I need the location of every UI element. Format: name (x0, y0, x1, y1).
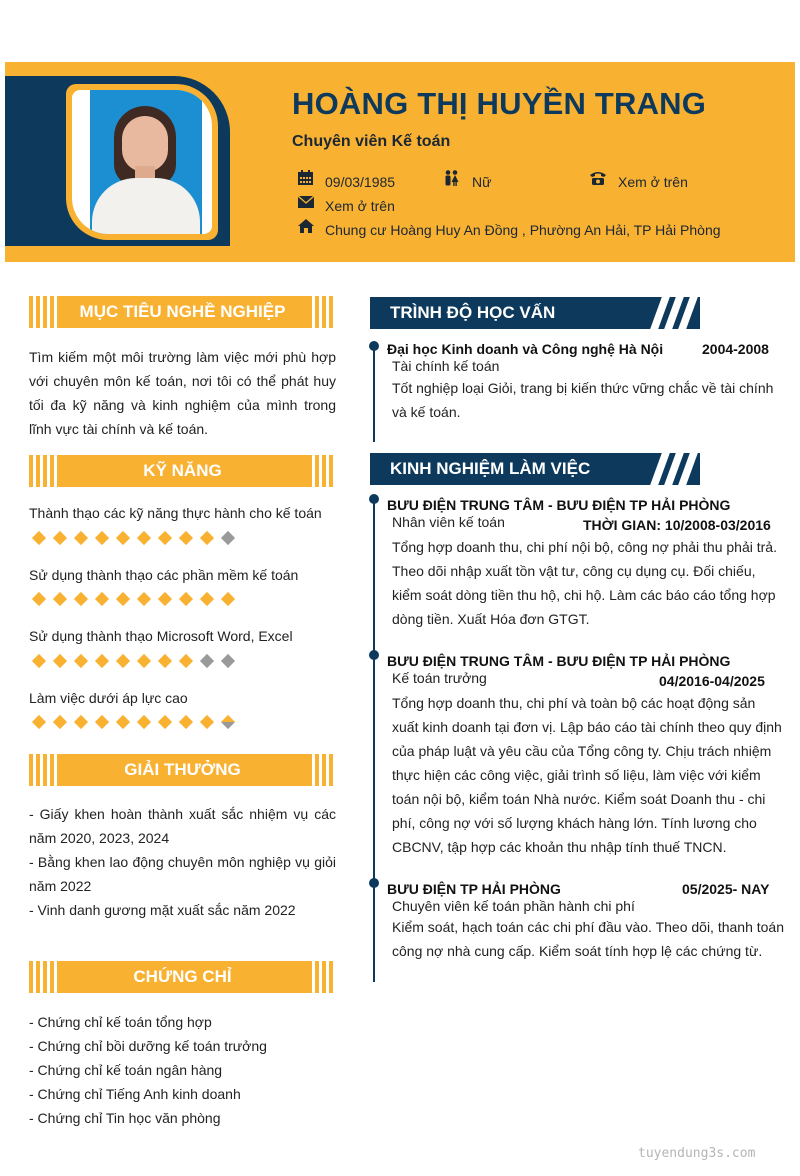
rating-diamond-icon (158, 531, 172, 545)
job-period: THỜI GIAN: 10/2008-03/2016 (583, 517, 771, 533)
rating-diamond-icon (179, 654, 193, 668)
rating-diamond-icon (32, 592, 46, 606)
education-major: Tài chính kế toán (392, 358, 500, 374)
job-position: Kế toán trưởng (392, 670, 487, 686)
rating-diamond-icon (200, 592, 214, 606)
timeline-dot (369, 494, 379, 504)
rating-diamond-icon (116, 715, 130, 729)
job-period: 05/2025- NAY (682, 881, 770, 897)
timeline-dot (369, 341, 379, 351)
job-position: Nhân viên kế toán (392, 514, 505, 530)
job-description: Kiểm soát, hạch toán các chi phí đầu vào. Theo dõi, thanh toán công nợ nhà cung cấp. Kiểm soát tính hợp lệ các chứng từ. (392, 919, 785, 959)
rating-diamond-icon (221, 592, 235, 606)
experience-timeline-line (373, 500, 375, 982)
profile-photo (72, 90, 212, 234)
list-item: - Chứng chỉ Tin học văn phòng (29, 1110, 221, 1126)
rating-diamond-icon (179, 592, 193, 606)
header-stripes-right (308, 961, 336, 993)
timeline-dot (369, 878, 379, 888)
header-stripes-left (29, 754, 57, 786)
birthdate-text: 09/03/1985 (325, 174, 396, 190)
rating-diamond-icon (200, 654, 214, 668)
watermark: tuyendung3s.com (638, 1146, 756, 1161)
rating-diamond-icon (95, 592, 109, 606)
experience-title: KINH NGHIỆM LÀM VIỆC (390, 459, 591, 478)
gender-text: Nữ (472, 174, 492, 190)
rating-diamond-icon (179, 715, 193, 729)
candidate-name: HOÀNG THỊ HUYỀN TRANG (292, 86, 707, 121)
skill-label: Làm việc dưới áp lực cao (29, 690, 188, 706)
rating-diamond-icon (221, 654, 235, 668)
awards-text: - Giấy khen hoàn thành xuất sắc nhiệm vụ các năm 2020, 2023, 2024 - Bằng khen lao động chuyên môn nghiệp vụ giỏi năm 2022 - Vinh danh gương mặt xuất sắc năm 2022 (29, 806, 336, 918)
calendar-icon (297, 170, 315, 186)
rating-diamond-icon (95, 531, 109, 545)
rating-diamond-icon (158, 592, 172, 606)
header-stripes-right (308, 296, 336, 328)
header-stripes-left (29, 961, 57, 993)
job-company: BƯU ĐIỆN TP HẢI PHÒNG (387, 881, 561, 897)
list-item: - Chứng chỉ kế toán ngân hàng (29, 1062, 223, 1078)
timeline-dot (369, 650, 379, 660)
address-text: Chung cư Hoàng Huy An Đồng , Phường An Hải, TP Hải Phòng (325, 222, 721, 238)
awards-section-header (29, 754, 336, 786)
email-text: Xem ở trên (325, 198, 395, 214)
skills-section-header (29, 455, 336, 487)
certificates-title: CHỨNG CHỈ (133, 967, 232, 986)
education-school: Đại học Kinh doanh và Công nghệ Hà Nội (387, 341, 664, 357)
header-stripes-left (29, 455, 57, 487)
job-company: BƯU ĐIỆN TRUNG TÂM - BƯU ĐIỆN TP HẢI PHÒNG (387, 497, 731, 513)
phone-text: Xem ở trên (618, 174, 688, 190)
experience-section-header (370, 453, 700, 485)
job-description: Tổng hợp doanh thu, chi phí nội bộ, công nợ phải thu phải trả. Theo dõi nhập xuất tồn vật tư, công cụ dụng cụ. Đối chiếu, kiểm soát dòng tiền thu hộ, chi hộ. Làm các báo cáo tổng hợp dòng tiền. Xuất Hóa đơn GTGT. (392, 539, 777, 627)
rating-diamond-icon (200, 531, 214, 545)
rating-diamond-icon (221, 531, 235, 545)
header-stripes-right (308, 455, 336, 487)
list-item: - Chứng chỉ kế toán tổng hợp (29, 1014, 212, 1030)
rating-diamond-icon (116, 531, 130, 545)
candidate-job-title: Chuyên viên Kế toán (292, 133, 451, 150)
job-description: Tổng hợp doanh thu, chi phí và toàn bộ các hoạt động sản xuất kinh doanh tại đơn vị. Lập báo cáo tài chính theo quy định của pháp luật và yêu cầu của Tổng công ty. Chịu trách nhiệm thực hiện các công việc, giải trình số liệu, làm việc với kiểm toán nội bộ, kiểm toán Nhà nước. Kiểm soát Doanh thu - chi phí, công nợ với số lượng khách hàng lớn. Tính lương cho CBCNV, tập hợp các khoản thu nhập tính thuế TNCN. (392, 695, 782, 855)
rating-diamond-icon (158, 654, 172, 668)
education-description: Tốt nghiệp loại Giỏi, trang bị kiến thức vững chắc về tài chính và kế toán. (392, 380, 774, 420)
rating-diamond-icon (221, 715, 235, 729)
header-stripes-left (29, 296, 57, 328)
envelope-icon (297, 194, 315, 210)
rating-diamond-icon (137, 592, 151, 606)
rating-diamond-icon (32, 654, 46, 668)
list-item: - Chứng chỉ bồi dưỡng kế toán trưởng (29, 1038, 267, 1054)
people-icon (443, 170, 461, 186)
rating-diamond-icon (53, 531, 67, 545)
objective-title: MỤC TIÊU NGHỀ NGHIỆP (79, 302, 286, 321)
objective-section-header (29, 296, 336, 328)
certificates-list (29, 1010, 336, 1130)
phone-icon (589, 170, 607, 186)
education-title: TRÌNH ĐỘ HỌC VẤN (390, 303, 556, 322)
rating-diamond-icon (53, 715, 67, 729)
objective-text: Tìm kiếm một môi trường làm việc mới phù hợp với chuyên môn kế toán, nơi tôi có thể phát huy tối đa kỹ năng và kinh nghiệm của mình trong lĩnh vực tài chính và kế toán. (29, 349, 336, 437)
skill-label: Thành thạo các kỹ năng thực hành cho kế toán (29, 505, 322, 521)
rating-diamond-icon (158, 715, 172, 729)
rating-diamond-icon (116, 592, 130, 606)
job-position: Chuyên viên kế toán phần hành chi phí (392, 898, 635, 914)
rating-diamond-icon (53, 592, 67, 606)
skill-label: Sử dụng thành thạo các phần mềm kế toán (29, 567, 299, 583)
rating-diamond-icon (116, 654, 130, 668)
header-stripes-right (308, 754, 336, 786)
rating-diamond-icon (137, 531, 151, 545)
rating-diamond-icon (95, 654, 109, 668)
rating-diamond-icon (53, 654, 67, 668)
education-period: 2004-2008 (702, 341, 769, 357)
certificates-section-header (29, 961, 336, 993)
rating-diamond-icon (74, 715, 88, 729)
rating-diamond-icon (74, 654, 88, 668)
skills-title: KỸ NĂNG (143, 461, 222, 480)
rating-diamond-icon (179, 531, 193, 545)
home-icon (297, 218, 315, 234)
rating-diamond-icon (74, 592, 88, 606)
job-company: BƯU ĐIỆN TRUNG TÂM - BƯU ĐIỆN TP HẢI PHÒNG (387, 653, 731, 669)
rating-diamond-icon (32, 531, 46, 545)
rating-diamond-icon (137, 654, 151, 668)
rating-diamond-icon (74, 531, 88, 545)
awards-title: GIẢI THƯỞNG (124, 760, 241, 779)
list-item: - Chứng chỉ Tiếng Anh kinh doanh (29, 1086, 241, 1102)
photo-face (122, 116, 168, 172)
rating-diamond-icon (200, 715, 214, 729)
rating-diamond-icon (32, 715, 46, 729)
rating-diamond-icon (95, 715, 109, 729)
skill-label: Sử dụng thành thạo Microsoft Word, Excel (29, 628, 293, 644)
education-timeline-line (373, 346, 375, 442)
education-section-header (370, 297, 700, 329)
rating-diamond-icon (137, 715, 151, 729)
job-period: 04/2016-04/2025 (659, 673, 765, 689)
